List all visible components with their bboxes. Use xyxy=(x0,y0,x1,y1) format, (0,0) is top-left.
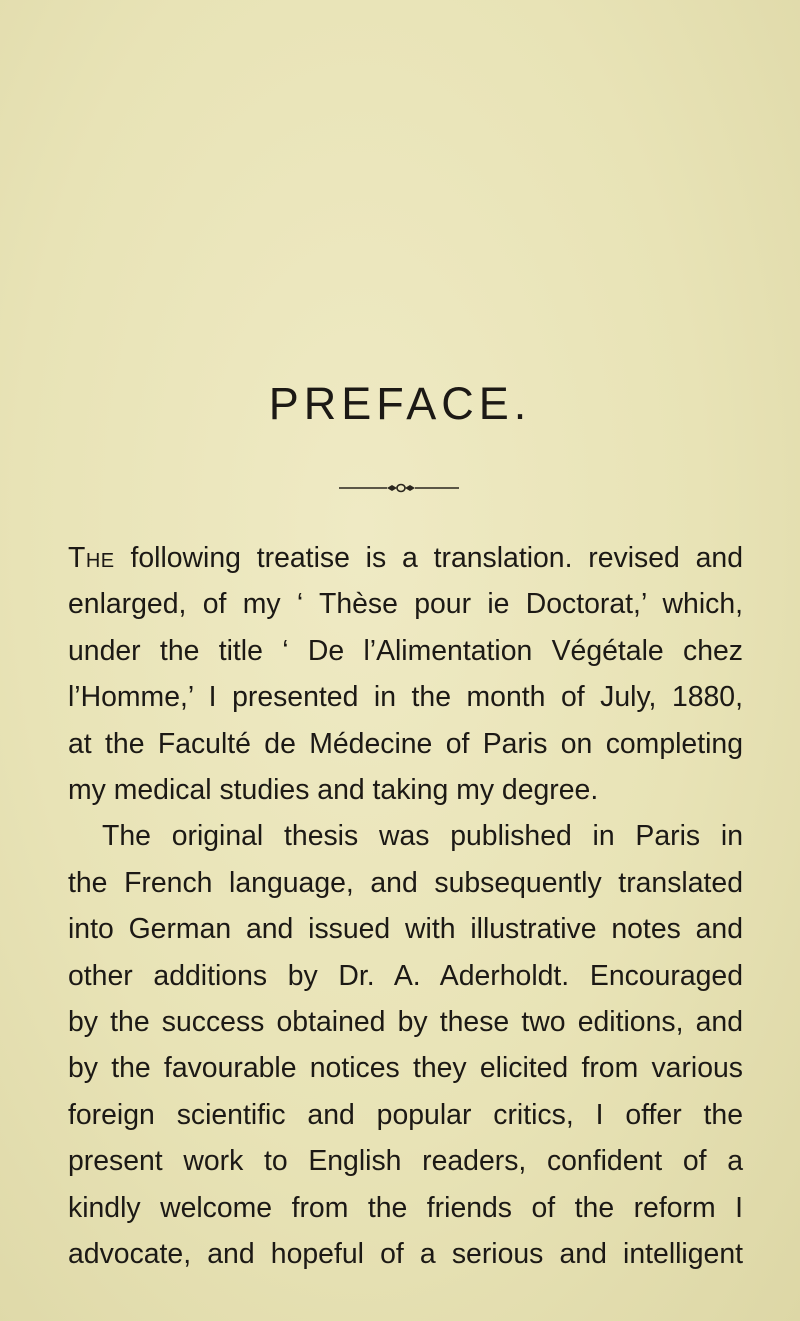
paragraph-1 xyxy=(68,535,743,813)
page-heading: PREFACE. xyxy=(268,378,532,429)
text-line: other additions by Dr. A. Aderholdt. Encouraged xyxy=(68,959,743,992)
text-line: advocate, and hopeful of a serious and intelligent xyxy=(68,1238,743,1271)
text-line: foreign scientific and popular critics, I offer the xyxy=(68,1098,743,1131)
text-line: at the Faculté de Médecine of Paris on completing xyxy=(68,727,743,760)
text-line: The following treatise is a translation. revised and xyxy=(68,542,743,574)
text-line: The original thesis was published in Paris in xyxy=(102,820,743,853)
text-line: present work to English readers, confident of a xyxy=(68,1145,743,1178)
lead-word: The xyxy=(68,542,115,574)
ornament-divider xyxy=(339,480,459,496)
text-line: kindly welcome from the friends of the reform I xyxy=(68,1191,743,1224)
text-line: l’Homme,’ I presented in the month of July, 1880, xyxy=(68,681,743,714)
text-line: by the favourable notices they elicited from various xyxy=(68,1052,743,1085)
text-line: my medical studies and taking my degree. xyxy=(68,774,599,807)
body-text xyxy=(68,535,743,1278)
text-line: under the title ‘ De l’Alimentation Végétale chez xyxy=(68,634,743,667)
text-line: into German and issued with illustrative notes and xyxy=(68,913,743,946)
text-line: by the success obtained by these two editions, and xyxy=(68,1006,743,1039)
text-line: enlarged, of my ‘ Thèse pour ie Doctorat,’ which, xyxy=(68,588,743,621)
paragraph-2 xyxy=(68,813,743,1277)
text-line: the French language, and subsequently translated xyxy=(68,866,743,899)
